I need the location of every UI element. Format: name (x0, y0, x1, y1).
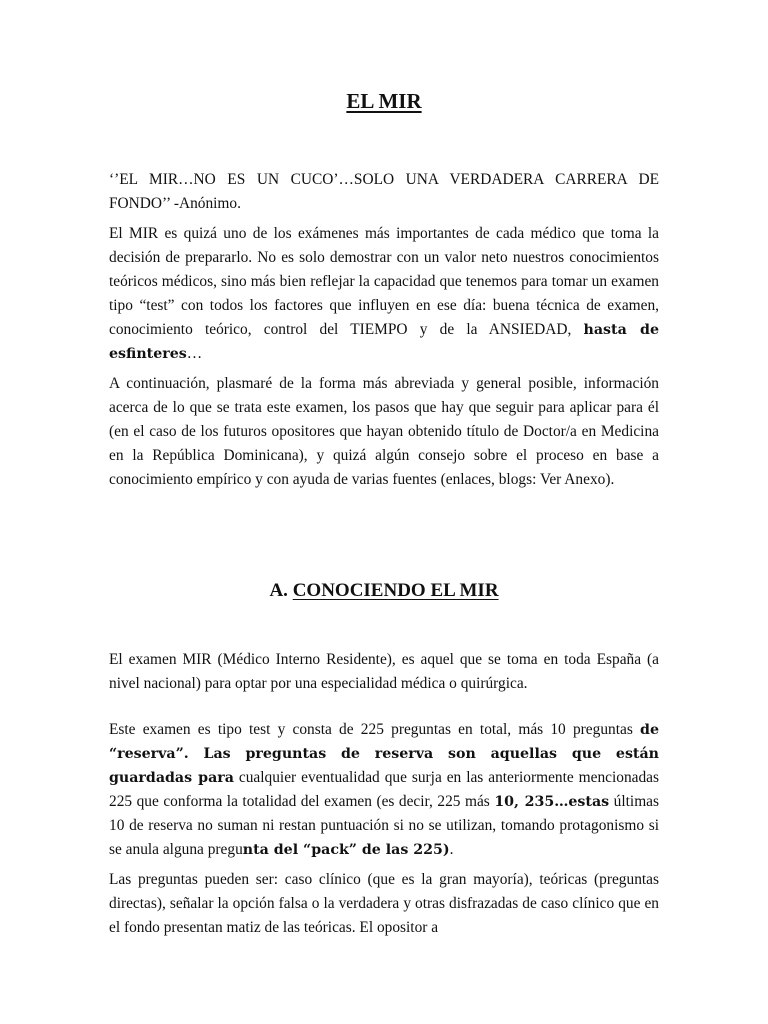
p2-part-d: 10, 235…estas (494, 794, 610, 810)
section-a-heading (0, 578, 768, 604)
intro-paragraph-1 (109, 222, 659, 366)
section-a-letter: A. (269, 580, 288, 601)
p2-part-a: Este examen es tipo test y consta de 225 preguntas en total, más 10 preguntas (109, 721, 641, 738)
intro-paragraph-2: A continuación, plasmaré de la forma más abreviada y general posible, información acerca de lo que se trata este examen, los pasos que hay que seguir para aplicar para él (en el caso de los futuros opositores que hayan obtenido título de Doctor/a en Medicina en la República Dominicana), y quizá algún consejo sobre el proceso en base a conocimiento empírico y con ayuda de varias fuentes (enlaces, blogs: Ver Anexo). (109, 375, 659, 488)
section-a-title: CONOCIENDO EL MIR (292, 580, 499, 601)
section-a-paragraph-3: Las preguntas pueden ser: caso clínico (que es la gran mayoría), teóricas (preguntas directas), señalar la opción falsa o la verdadera y otras disfrazadas de caso clínico que en el fondo presentan matiz de las teóricas. El opositor a (109, 871, 659, 936)
p2-part-g: . (449, 841, 454, 858)
section-a-paragraph-2 (109, 718, 659, 862)
intro-p1-bold: hasta de esfinteres (109, 322, 659, 362)
epigraph-quote: ‘’EL MIR…NO ES UN CUCO’…SOLO UNA VERDADERA CARRERA DE FONDO’’ -Anónimo. (109, 171, 659, 212)
intro-p1-end: … (186, 345, 203, 362)
document-title: EL MIR (346, 89, 422, 113)
intro-p1-text: El MIR es quizá uno de los exámenes más importantes de cada médico que toma la decisión de prepararlo. No es solo demostrar con un valor neto nuestros conocimientos teóricos médicos, sino más bien reflejar la capacidad que tenemos para tomar un examen tipo “test” con todos los factores que influyen en ese día: buena técnica de examen, conocimiento teórico, control del TIEMPO y de la ANSIEDAD, (109, 225, 659, 338)
p2-part-e: últimas 10 de reserva no suman ni restan puntuación si no se utilizan, tomando protagonismo si se anula alguna pregu (109, 793, 659, 858)
p2-part-b: de “reserva”. Las preguntas de reserva son aquellas que están guardadas para (109, 722, 659, 786)
p2-part-c: cualquier eventualidad que surja en las anteriormente mencionadas 225 que conforma la totalidad del examen (es decir, 225 más (109, 769, 660, 810)
p2-part-f: nta del “pack” de las 225) (242, 842, 450, 858)
section-a-paragraph-1: El examen MIR (Médico Interno Residente), es aquel que se toma en toda España (a nivel nacional) para optar por una especialidad médica o quirúrgica. (109, 651, 659, 692)
